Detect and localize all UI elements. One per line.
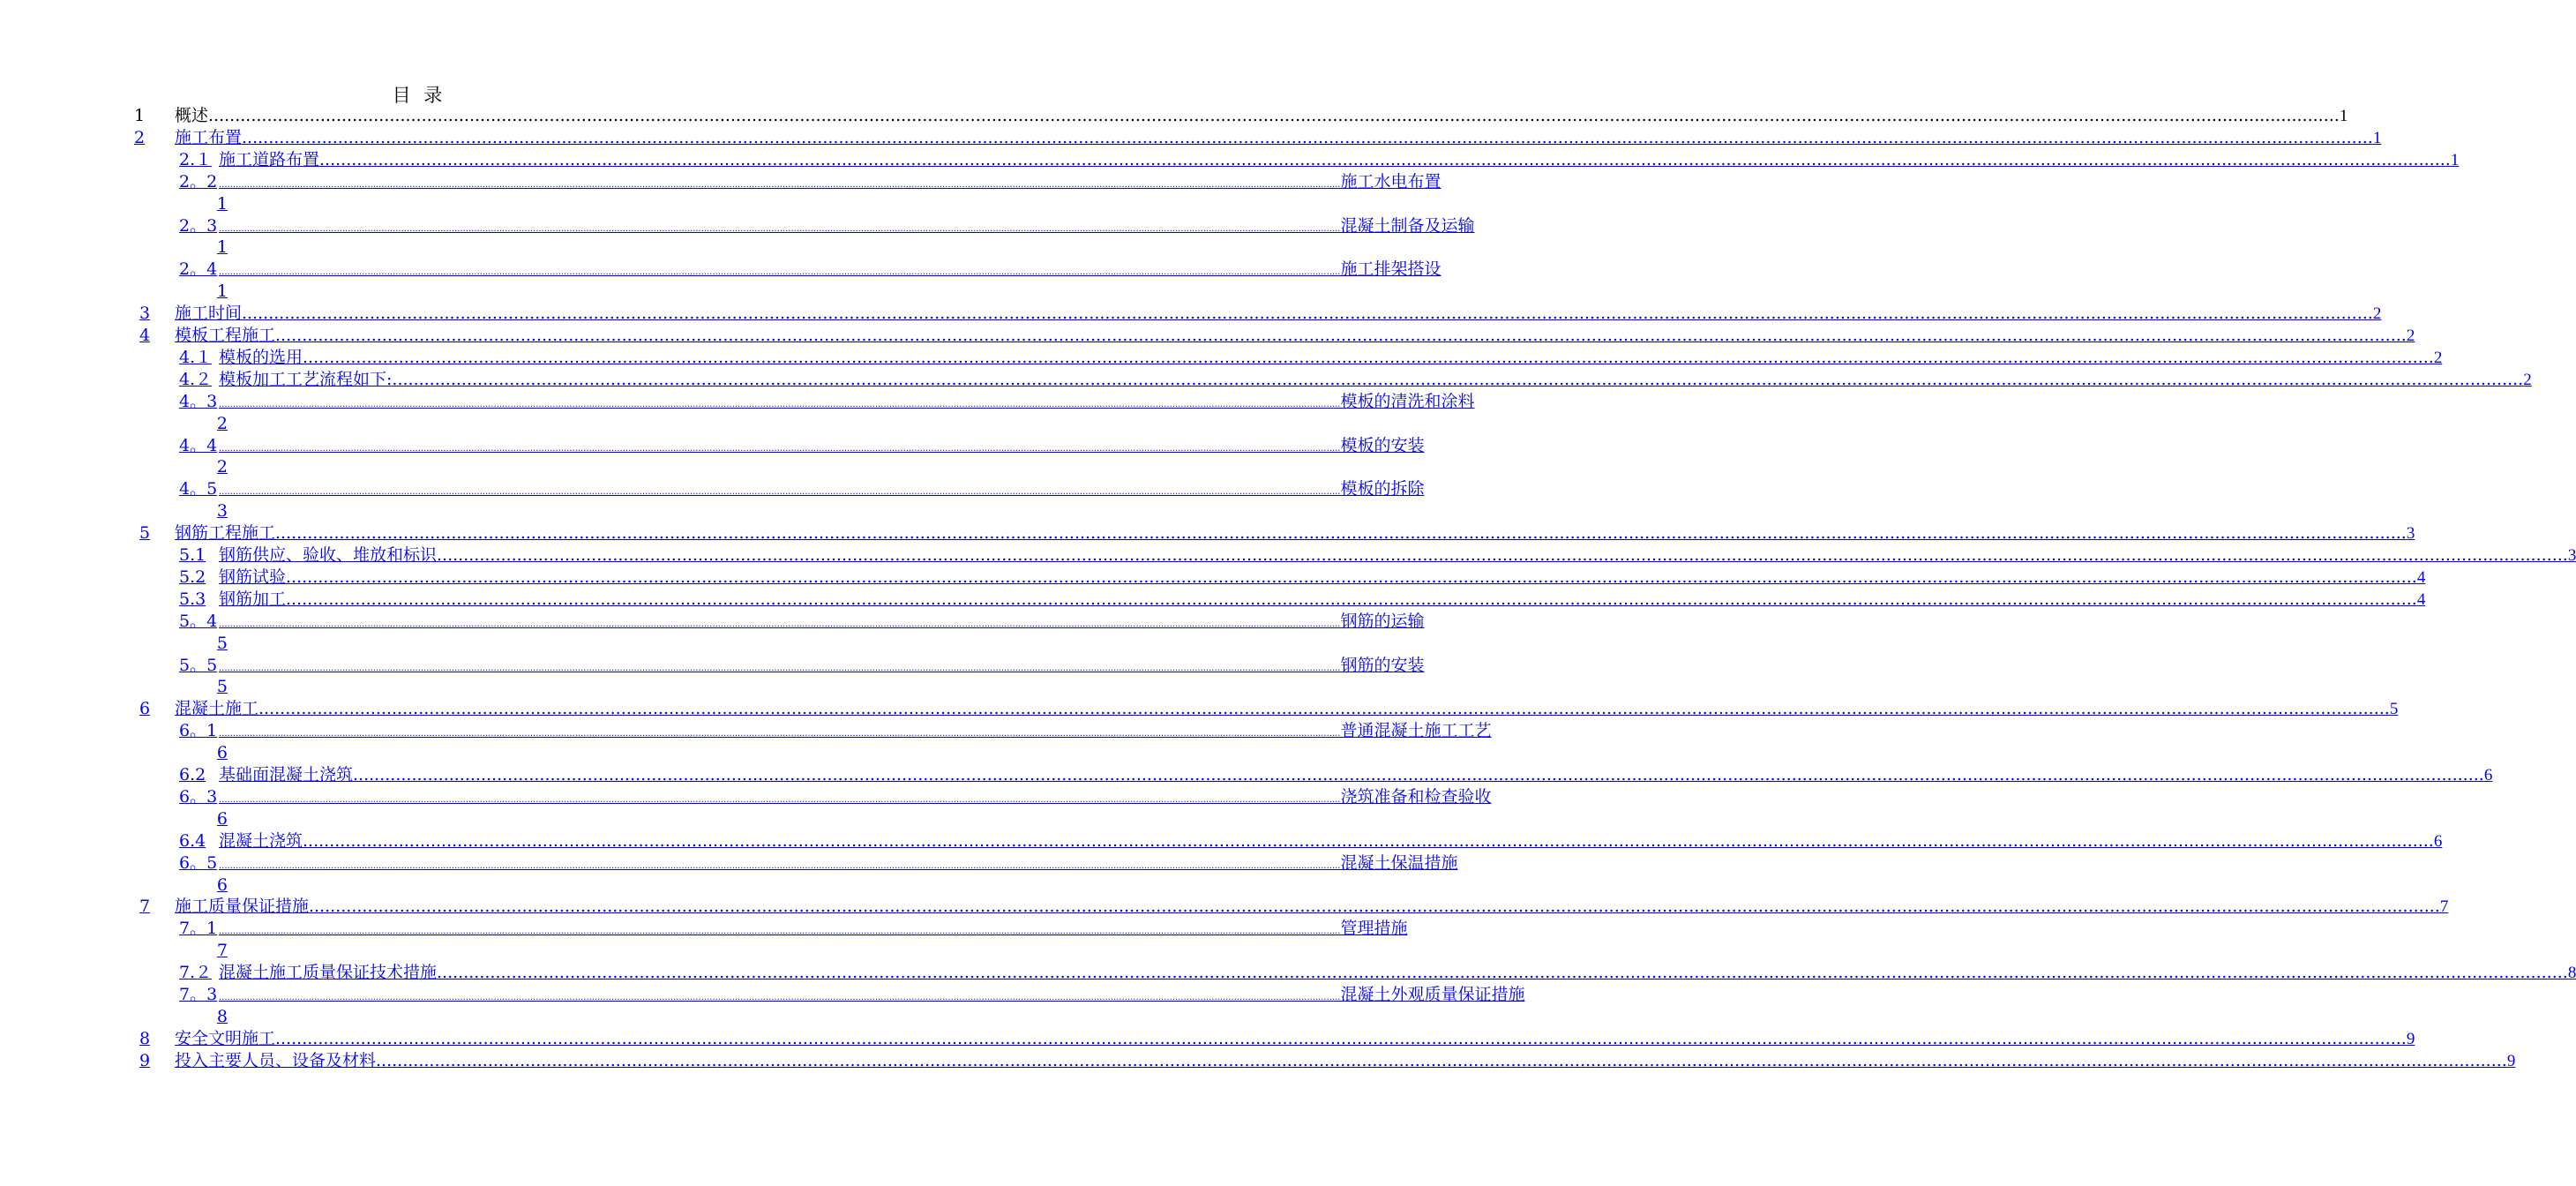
- toc-entry[interactable]: [179, 171, 1442, 193]
- toc-entry[interactable]: [179, 786, 1492, 808]
- toc-entry-page[interactable]: 1: [216, 193, 228, 214]
- toc-entry-number: 2。4: [179, 259, 218, 280]
- toc-entry[interactable]: [179, 215, 1475, 237]
- toc-entry-number: 7.２: [179, 963, 213, 983]
- toc-entry-number: 1: [134, 106, 146, 125]
- toc-entry-page[interactable]: 2: [216, 413, 228, 433]
- dot-leader: ................................................................................................................................................................................................................................................................................................................................................................................................................: [219, 223, 1341, 234]
- toc-entry[interactable]: [179, 259, 1442, 281]
- toc-entry-label: 混凝土外观质量保证措施: [1340, 985, 1525, 1004]
- toc-entry-page: 2: [2523, 370, 2532, 389]
- toc-title: 目 录: [392, 85, 446, 106]
- toc-entry-number: 5.1: [179, 545, 206, 565]
- toc-entry-label: 模板加工工艺流程如下:: [219, 369, 393, 389]
- toc-entry-label: 施工水电布置: [1340, 171, 1442, 191]
- toc-entry-number: 9: [139, 1050, 151, 1070]
- toc-entry[interactable]: [179, 544, 2576, 567]
- toc-entry[interactable]: [139, 698, 2399, 720]
- toc-entry-page: 3: [2567, 546, 2576, 565]
- dot-leader: ................................................................................................................................................................................................................................................................................................................................................................................................................: [219, 794, 1341, 805]
- dot-leader: ................................................................................................................................................................................................................................................................................................................................................................................................................: [319, 149, 2451, 169]
- toc-entry-page[interactable]: 1: [216, 237, 228, 258]
- dot-leader: ................................................................................................................................................................................................................................................................................................................................................................................................................: [219, 860, 1341, 871]
- toc-entry-number: 7: [139, 897, 151, 917]
- toc-entry-number: 2。3: [179, 215, 218, 236]
- toc-entry-label: 施工质量保证措施: [175, 897, 310, 917]
- toc-entry-number: 8: [139, 1028, 151, 1048]
- toc-entry-number: 5.2: [179, 567, 206, 587]
- toc-entry-page: 6: [2433, 831, 2443, 851]
- toc-entry[interactable]: [179, 918, 1408, 940]
- toc-entry-page[interactable]: 8: [216, 1006, 228, 1026]
- toc-entry-page[interactable]: 5: [216, 633, 228, 653]
- toc-entry-label: 普通混凝土施工工艺: [1340, 721, 1492, 741]
- dot-leader: ................................................................................................................................................................................................................................................................................................................................................................................................................: [242, 127, 2373, 147]
- dot-leader: ................................................................................................................................................................................................................................................................................................................................................................................................................: [286, 589, 2417, 609]
- toc-entry[interactable]: [179, 369, 2532, 391]
- toc-entry-page[interactable]: 3: [216, 501, 228, 522]
- toc-entry-label: 投入主要人员、设备及材料: [175, 1050, 377, 1070]
- toc-entry-page[interactable]: 7: [216, 941, 228, 961]
- toc-entry-label: 模板的安装: [1340, 435, 1425, 455]
- toc-entry-page[interactable]: 6: [216, 808, 228, 829]
- dot-leader: ................................................................................................................................................................................................................................................................................................................................................................................................................: [437, 963, 2568, 983]
- toc-entry-label: 模板工程施工: [175, 326, 276, 345]
- toc-entry-number: 5.3: [179, 589, 206, 609]
- toc-entry-label: 施工道路布置: [219, 149, 320, 169]
- dot-leader: ................................................................................................................................................................................................................................................................................................................................................................................................................: [275, 1028, 2407, 1048]
- toc-entry[interactable]: [179, 611, 1425, 633]
- dot-leader: ................................................................................................................................................................................................................................................................................................................................................................................................................: [275, 523, 2407, 544]
- toc-entry-page[interactable]: 1: [216, 281, 228, 302]
- toc-entry-page[interactable]: 6: [216, 874, 228, 895]
- toc-entry-page: 8: [2567, 964, 2576, 983]
- toc-entry[interactable]: [179, 347, 2443, 369]
- toc-entry-number: 4。5: [179, 479, 218, 499]
- toc-entry-number: 6.2: [179, 765, 206, 784]
- toc-entry-number: 6。3: [179, 786, 218, 807]
- toc-entry-page: 1: [2450, 150, 2460, 169]
- toc-entry-page: 9: [2406, 1029, 2415, 1048]
- toc-entry-number: 6: [139, 699, 151, 719]
- toc-entry-label: 钢筋加工: [219, 589, 287, 609]
- toc-entry[interactable]: [179, 567, 2426, 589]
- dot-leader: ................................................................................................................................................................................................................................................................................................................................................................................................................: [303, 347, 2434, 367]
- toc-entry[interactable]: [134, 127, 2382, 149]
- toc-entry-number: 4: [139, 326, 151, 345]
- dot-leader: ................................................................................................................................................................................................................................................................................................................................................................................................................: [286, 567, 2417, 587]
- toc-entry-label: 施工布置: [175, 127, 243, 147]
- toc-entry[interactable]: [179, 391, 1475, 413]
- toc-entry-number: 5: [139, 523, 151, 544]
- toc-entry[interactable]: [179, 764, 2493, 786]
- toc-entry-page: 1: [2372, 128, 2382, 147]
- toc-entry[interactable]: [179, 830, 2443, 852]
- toc-entry-label: 钢筋的运输: [1340, 611, 1425, 631]
- dot-leader: ................................................................................................................................................................................................................................................................................................................................................................................................................: [437, 545, 2568, 565]
- dot-leader: ................................................................................................................................................................................................................................................................................................................................................................................................................: [303, 830, 2434, 851]
- dot-leader: ................................................................................................................................................................................................................................................................................................................................................................................................................: [392, 369, 2524, 389]
- toc-entry-page: 2: [2372, 304, 2382, 324]
- toc-entry[interactable]: [179, 435, 1425, 457]
- toc-entry-page: 4: [2416, 589, 2426, 609]
- toc-entry-label: 模板的拆除: [1340, 479, 1425, 499]
- toc-entry-page: 6: [2483, 766, 2493, 784]
- toc-entry-number: 7。3: [179, 985, 218, 1004]
- toc-entry-label: 管理措施: [1340, 919, 1408, 939]
- toc-entry[interactable]: [179, 589, 2426, 611]
- toc-entry-page: 2: [2406, 327, 2415, 345]
- toc-entry[interactable]: [139, 896, 2449, 918]
- toc-entry-label: 浇筑准备和检查验收: [1340, 786, 1492, 807]
- dot-leader: ................................................................................................................................................................................................................................................................................................................................................................................................................: [219, 399, 1341, 409]
- dot-leader: ................................................................................................................................................................................................................................................................................................................................................................................................................: [309, 897, 2440, 917]
- toc-entry-number: 4。3: [179, 391, 218, 411]
- toc-entry-label: 混凝土施工: [175, 699, 259, 719]
- toc-entry-number: 5。4: [179, 611, 218, 631]
- toc-entry[interactable]: [139, 325, 2415, 347]
- toc-entry-label: 模板的选用: [219, 347, 303, 367]
- toc-entry[interactable]: [179, 149, 2460, 171]
- toc-entry-number: 3: [139, 304, 151, 324]
- toc-entry-label: 施工时间: [175, 304, 243, 324]
- toc-entry-label: 概述: [175, 106, 209, 125]
- toc-entry-number: 5。5: [179, 655, 218, 675]
- toc-entry-page: 7: [2439, 897, 2449, 917]
- toc-entry-page: 3: [2406, 524, 2415, 544]
- toc-entry-page: 1: [2339, 107, 2348, 125]
- toc-entry-number: 4.１: [179, 347, 213, 367]
- dot-leader: ................................................................................................................................................................................................................................................................................................................................................................................................................: [219, 927, 1341, 937]
- toc-entry-page[interactable]: 6: [216, 743, 228, 763]
- toc-entry-number: 6.4: [179, 830, 206, 851]
- toc-entry: [134, 105, 2348, 127]
- dot-leader: ................................................................................................................................................................................................................................................................................................................................................................................................................: [258, 699, 2390, 719]
- toc-entry-page: 2: [2433, 348, 2443, 367]
- toc-entry[interactable]: [179, 984, 1525, 1006]
- toc-entry-number: 2。2: [179, 171, 218, 191]
- toc-entry-number: 2: [134, 127, 146, 147]
- toc-entry-label: 混凝土浇筑: [219, 830, 303, 851]
- toc-entry-label: 混凝土施工质量保证技术措施: [219, 963, 438, 983]
- toc-entry-label: 钢筋工程施工: [175, 523, 276, 544]
- toc-entry-label: 钢筋试验: [219, 567, 287, 587]
- toc-entry[interactable]: [139, 1028, 2415, 1050]
- dot-leader: ................................................................................................................................................................................................................................................................................................................................................................................................................: [219, 443, 1341, 454]
- toc-entry-label: 模板的清洗和涂料: [1340, 391, 1475, 411]
- dot-leader: ................................................................................................................................................................................................................................................................................................................................................................................................................: [219, 267, 1341, 278]
- toc-entry-label: 安全文明施工: [175, 1028, 276, 1048]
- toc-entry-page[interactable]: 5: [216, 677, 228, 697]
- toc-entry-number: 6。1: [179, 721, 218, 741]
- dot-leader: ................................................................................................................................................................................................................................................................................................................................................................................................................: [219, 619, 1341, 629]
- toc-entry[interactable]: [179, 962, 2576, 984]
- dot-leader: ................................................................................................................................................................................................................................................................................................................................................................................................................: [208, 106, 2340, 125]
- toc-entry-number: 7。1: [179, 919, 218, 939]
- toc-entry-label: 混凝土保温措施: [1340, 852, 1458, 873]
- toc-entry-page: 4: [2416, 567, 2426, 587]
- dot-leader: ................................................................................................................................................................................................................................................................................................................................................................................................................: [353, 765, 2484, 784]
- toc-entry-label: 基础面混凝土浇筑: [219, 765, 354, 784]
- dot-leader: ................................................................................................................................................................................................................................................................................................................................................................................................................: [219, 993, 1341, 1002]
- dot-leader: ................................................................................................................................................................................................................................................................................................................................................................................................................: [275, 326, 2407, 345]
- toc-entry-page[interactable]: 2: [216, 457, 228, 477]
- toc-entry-label: 施工排架搭设: [1340, 259, 1442, 280]
- toc-entry-number: 4。4: [179, 435, 218, 455]
- toc-entry-page: 5: [2389, 700, 2399, 719]
- toc-entry-number: 6。5: [179, 852, 218, 873]
- toc-entry[interactable]: [139, 522, 2415, 544]
- toc-entry-number: 2.１: [179, 149, 213, 169]
- dot-leader: ................................................................................................................................................................................................................................................................................................................................................................................................................: [219, 729, 1341, 739]
- dot-leader: ................................................................................................................................................................................................................................................................................................................................................................................................................: [242, 304, 2373, 324]
- toc-entry[interactable]: [139, 303, 2382, 325]
- toc-entry-label: 混凝土制备及运输: [1340, 215, 1475, 236]
- toc-entry[interactable]: [139, 1050, 2516, 1072]
- toc-entry-label: 钢筋供应、验收、堆放和标识: [219, 545, 438, 565]
- toc-entry-label: 钢筋的安装: [1340, 655, 1425, 675]
- toc-entry[interactable]: [179, 852, 1458, 874]
- dot-leader: ................................................................................................................................................................................................................................................................................................................................................................................................................: [219, 179, 1341, 190]
- toc-entry[interactable]: [179, 720, 1492, 742]
- toc-entry-number: 4.２: [179, 369, 213, 389]
- dot-leader: ................................................................................................................................................................................................................................................................................................................................................................................................................: [219, 663, 1341, 673]
- toc-entry[interactable]: [179, 655, 1425, 677]
- toc-entry-page: 9: [2506, 1051, 2516, 1070]
- toc-entry[interactable]: [179, 478, 1425, 500]
- dot-leader: ................................................................................................................................................................................................................................................................................................................................................................................................................: [376, 1050, 2507, 1070]
- dot-leader: ................................................................................................................................................................................................................................................................................................................................................................................................................: [219, 487, 1341, 498]
